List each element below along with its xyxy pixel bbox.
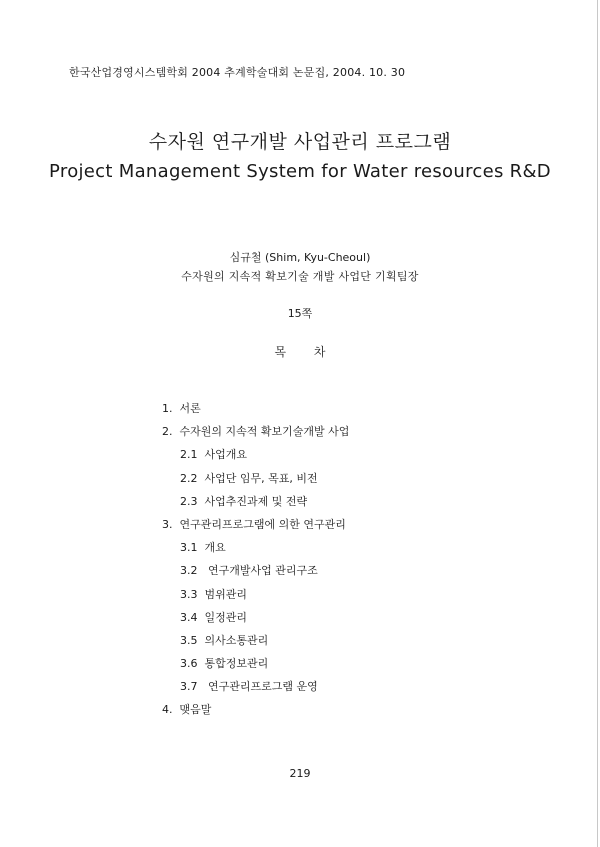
toc-item-3-3 <box>162 587 349 610</box>
toc-item-2-3 <box>162 494 349 517</box>
toc-text: 사업추진과제 및 전략 <box>204 494 308 508</box>
proceedings-header: 한국산업경영시스템학회 2004 추계학술대회 논문집, 2004. 10. 30 <box>69 66 406 79</box>
toc-item-4 <box>162 702 349 725</box>
toc-number: 3.3 <box>180 587 198 601</box>
toc-text: 연구관리프로그램 운영 <box>204 680 318 694</box>
toc-number: 3.1 <box>180 541 198 555</box>
toc-text: 연구관리프로그램에 의한 연구관리 <box>179 517 346 531</box>
toc-number: 2. <box>162 425 173 439</box>
toc-item-3-7 <box>162 679 349 702</box>
toc-text: 일정관리 <box>204 610 248 624</box>
toc-item-3-2 <box>162 563 349 586</box>
toc-text: 서론 <box>179 402 201 415</box>
toc-number: 3.4 <box>180 610 198 624</box>
toc-number: 3. <box>162 517 173 531</box>
toc-number: 1. <box>162 402 173 415</box>
toc-text: 사업단 임무, 목표, 비전 <box>204 471 318 485</box>
page-count: 15쪽 <box>287 307 313 320</box>
toc-number: 4. <box>162 703 173 717</box>
toc-text: 개요 <box>204 541 226 555</box>
toc-number: 2.1 <box>180 448 198 462</box>
toc-number: 3.2 <box>180 564 198 578</box>
toc-text: 의사소통관리 <box>204 633 269 647</box>
author-name: 심규철 (Shim, Kyu-Cheoul) <box>229 251 371 264</box>
toc-item-2 <box>162 424 349 447</box>
toc-number: 2.3 <box>180 494 198 508</box>
table-of-contents <box>162 401 349 726</box>
toc-heading: 목 차 <box>274 345 338 359</box>
page-number: 219 <box>289 767 311 780</box>
toc-text: 통합정보관리 <box>204 657 269 671</box>
toc-item-2-2 <box>162 471 349 494</box>
toc-item-3 <box>162 517 349 540</box>
toc-text: 범위관리 <box>204 587 248 601</box>
toc-item-2-1 <box>162 447 349 470</box>
toc-item-3-6 <box>162 656 349 679</box>
toc-item-3-5 <box>162 633 349 656</box>
author-affiliation: 수자원의 지속적 확보기술 개발 사업단 기획팀장 <box>181 270 419 283</box>
toc-number: 3.7 <box>180 680 198 694</box>
paper-title-english: Project Management System for Water resources R&D <box>49 161 551 182</box>
toc-number: 3.5 <box>180 633 198 647</box>
toc-number: 2.2 <box>180 471 198 485</box>
toc-text: 연구개발사업 관리구조 <box>204 564 318 578</box>
toc-text: 사업개요 <box>204 448 248 462</box>
toc-text: 수자원의 지속적 확보기술개발 사업 <box>179 425 350 439</box>
toc-item-1 <box>162 401 349 424</box>
toc-item-3-4 <box>162 610 349 633</box>
toc-text: 맺음말 <box>179 703 212 717</box>
paper-title-korean: 수자원 연구개발 사업관리 프로그램 <box>148 131 452 153</box>
toc-number: 3.6 <box>180 657 198 671</box>
toc-item-3-1 <box>162 540 349 563</box>
